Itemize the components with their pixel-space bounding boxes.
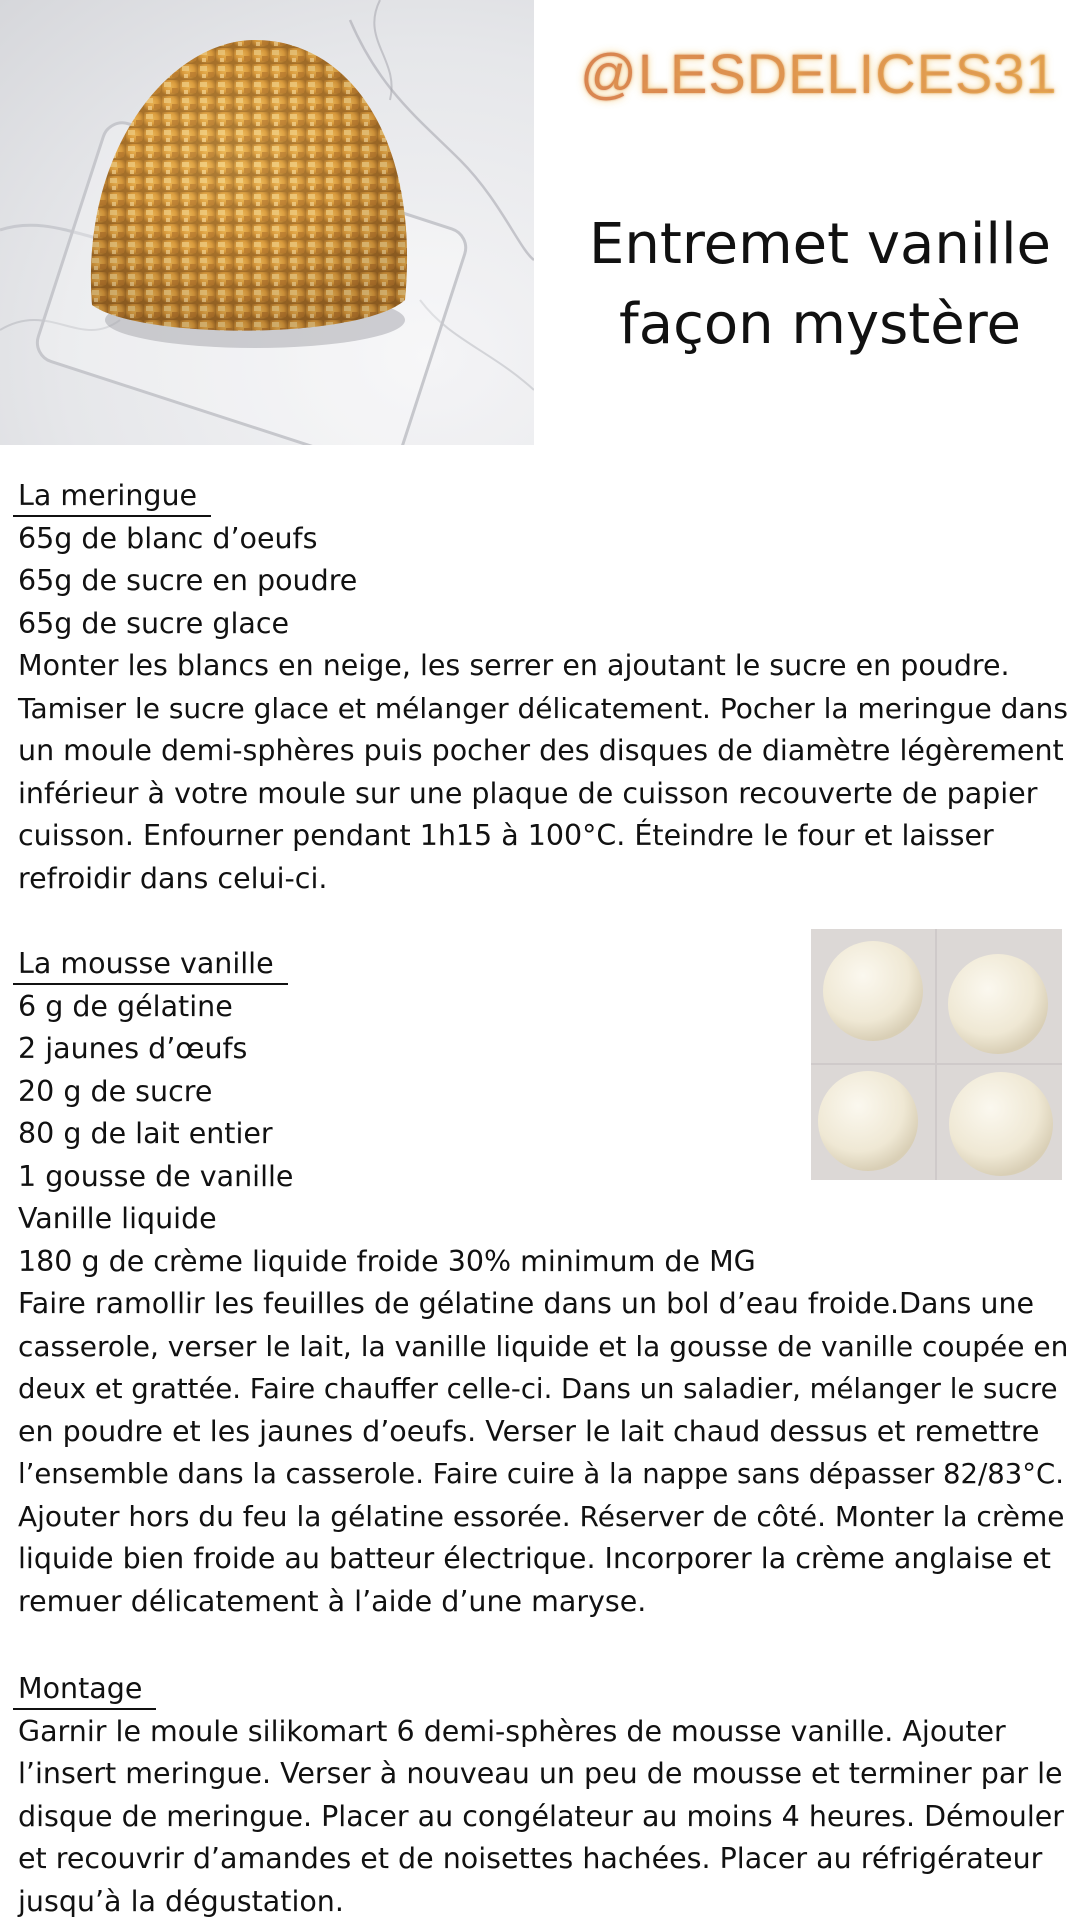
instruction-line: Ajouter hors du feu la gélatine essorée. Réserver de côté. Monter la crème [18,1496,1068,1539]
instruction-line: Garnir le moule silikomart 6 demi-sphères de mousse vanille. Ajouter [18,1711,1068,1754]
instagram-handle: @LESDELICES31 [580,40,1060,107]
instruction-line: en poudre et les jaunes d’oeufs. Verser le lait chaud dessus et remettre [18,1411,1068,1454]
instruction-line: jusqu’à la dégustation. [18,1881,1068,1923]
instruction-line: cuisson. Enfourner pendant 1h15 à 100°C. Éteindre le four et laisser [18,815,1068,858]
montage-section [18,1668,1068,1923]
ingredient-line: 6 g de gélatine [18,986,1068,1029]
hero-dessert-photo [0,0,534,445]
instruction-line: l’ensemble dans la casserole. Faire cuire à la nappe sans dépasser 82/83°C. [18,1453,1068,1496]
instruction-line: un moule demi-sphères puis pocher des disques de diamètre légèrement [18,730,1068,773]
ingredient-line: 2 jaunes d’œufs [18,1028,1068,1071]
instruction-line: refroidir dans celui-ci. [18,858,1068,901]
recipe-title [560,205,1080,365]
instruction-line: remuer délicatement à l’aide d’une maryse. [18,1581,1068,1624]
ingredient-line: 180 g de crème liquide froide 30% minimum de MG [18,1241,1068,1284]
instruction-line: Faire ramollir les feuilles de gélatine dans un bol d’eau froide.Dans une [18,1283,1068,1326]
instruction-line: disque de meringue. Placer au congélateur au moins 4 heures. Démouler [18,1796,1068,1839]
recipe-title-line-2: façon mystère [560,285,1080,365]
meringue-heading: La meringue [18,475,197,518]
instruction-line: et recouvrir d’amandes et de noisettes hachées. Placer au réfrigérateur [18,1838,1068,1881]
ingredient-line: 20 g de sucre [18,1071,1068,1114]
recipe-title-line-1: Entremet vanille [560,205,1080,285]
montage-heading: Montage [18,1668,142,1711]
ingredient-line: 65g de sucre glace [18,603,1068,646]
instruction-line: Monter les blancs en neige, les serrer en ajoutant le sucre en poudre. [18,645,1068,688]
instruction-line: deux et grattée. Faire chauffer celle-ci. Dans un saladier, mélanger le sucre [18,1368,1068,1411]
instruction-line: l’insert meringue. Verser à nouveau un peu de mousse et terminer par le [18,1753,1068,1796]
mousse-section [18,943,1068,1623]
ingredient-line: 1 gousse de vanille [18,1156,1068,1199]
instruction-line: inférieur à votre moule sur une plaque de cuisson recouverte de papier [18,773,1068,816]
ingredient-line: 80 g de lait entier [18,1113,1068,1156]
ingredient-line: 65g de blanc d’oeufs [18,518,1068,561]
instruction-line: liquide bien froide au batteur électrique. Incorporer la crème anglaise et [18,1538,1068,1581]
instruction-line: Tamiser le sucre glace et mélanger délicatement. Pocher la meringue dans [18,688,1068,731]
ingredient-line: 65g de sucre en poudre [18,560,1068,603]
meringue-section [18,475,1068,900]
ingredient-line: Vanille liquide [18,1198,1068,1241]
instruction-line: casserole, verser le lait, la vanille liquide et la gousse de vanille coupée en [18,1326,1068,1369]
mousse-heading: La mousse vanille [18,943,274,986]
